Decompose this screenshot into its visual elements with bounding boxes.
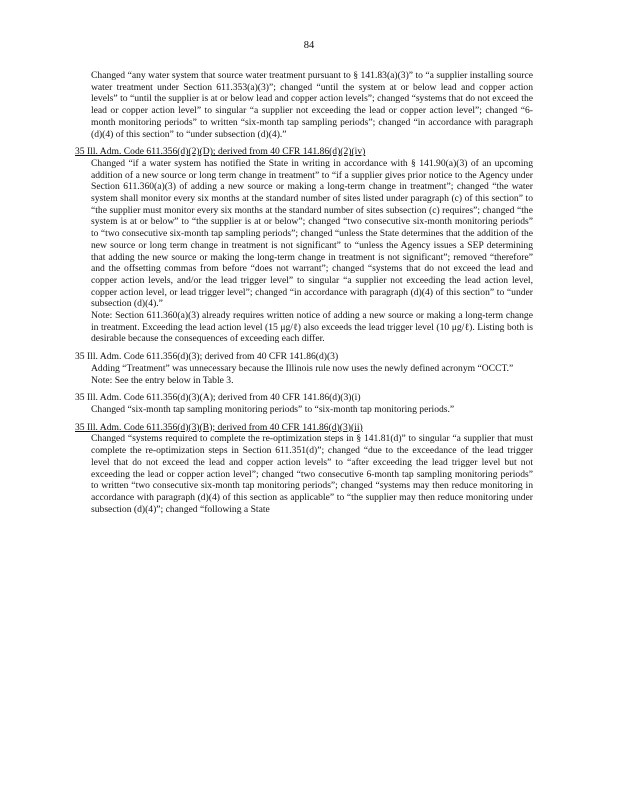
entry-note: Note: See the entry below in Table 3.	[91, 374, 234, 386]
entry-611-356-d-3	[75, 351, 533, 386]
entry-heading: 35 Ill. Adm. Code 611.356(d)(3); derived from 40 CFR 141.86(d)(3)	[75, 351, 339, 363]
entry-note: Note: Section 611.360(a)(3) already requires written notice of adding a new source or making a long-term change in treatment. Exceeding the lead action level (15 μg/ℓ) also exceeds the lead trigger level (10 μg/ℓ). Listing both is desirable because the consequences of exceeding each differ.	[91, 310, 533, 345]
entry-paragraph: Changed “systems required to complete the re-optimization steps in § 141.81(d)” to singular “a supplier that must complete the re-optimization steps in Section 611.351(d)”; changed “due to the exceedance of the lead trigger level that do not exceed the lead and copper action levels” to “after exceeding the lead trigger level but not exceeding the lead or copper action level”; changed “two consecutive 6-month tap sampling monitoring periods” to written “two consecutive six-month tap monitoring periods”; changed “systems may then reduce monitoring in accordance with paragraph (d)(4) of this section as applicable” to “the supplier may then reduce monitoring under subsection (d)(4)”; changed “following a State	[91, 433, 533, 515]
entry-paragraph: Changed “six-month tap sampling monitoring periods” to “six-month tap monitoring periods.”	[91, 403, 455, 415]
entry-611-356-d-3-A	[75, 392, 533, 415]
entry-611-356-d-3-B	[75, 422, 533, 516]
entry-paragraph: Changed “if a water system has notified the State in writing in accordance with § 141.90(a)(3) of an upcoming addition of a new source or long term change in treatment” to “if a supplier gives prior notice to the Agency under Section 611.360(a)(3) of adding a new source or making a long-term change in treatment”; changed “the water system shall monitor every six months at the standard number of sites listed under paragraph (c) of this section” to “the supplier must monitor every six months at the standard number of sites subsection (c) requires”; changed “the system is at or below” to “the supplier is at or below”; changed “two consecutive six-month monitoring periods” to “two consecutive six-month tap sampling periods”; changed “unless the State determines that the addition of the new source or long term change in treatment is not significant” to “unless the Agency issues a SEP determining that adding the new source or making the long-term change in treatment is not significant”; removed “therefore” and the offsetting commas from before “does not warrant”; changed “systems that do not exceed the lead and copper action levels, and/or the lead trigger level” to singular “a supplier not exceeding the lead action level, copper action level, or lead trigger level”; changed “in accordance with paragraph (d)(4) of this section” to “under subsection (d)(4).”	[91, 157, 533, 310]
document-body	[75, 70, 533, 521]
entry-heading: 35 Ill. Adm. Code 611.356(d)(3)(A); derived from 40 CFR 141.86(d)(3)(i)	[75, 392, 361, 404]
entry-611-356-d-2-D	[75, 146, 533, 345]
entry-continuation	[75, 70, 533, 140]
entry-heading: 35 Ill. Adm. Code 611.356(d)(2)(D); derived from 40 CFR 141.86(d)(2)(iv)	[75, 146, 366, 158]
entry-paragraph: Changed “any water system that source water treatment pursuant to § 141.83(a)(3)” to “a supplier installing source water treatment under Section 611.353(a)(3)”; changed “until the system at or below lead and copper action levels” to “until the supplier is at or below lead and copper action levels”; changed “systems that do not exceed the lead or copper action level” to singular “a supplier not exceeding the lead or copper action level”; changed “6-month monitoring periods” to written “six-month tap sampling periods”; changed “in accordance with paragraph (d)(4) of this section” to “under subsection (d)(4).”	[91, 70, 533, 140]
entry-paragraph: Adding “Treatment” was unnecessary because the Illinois rule now uses the newly defined acronym “OCCT.”	[91, 362, 514, 374]
page-number: 84	[303, 40, 315, 51]
entry-heading: 35 Ill. Adm. Code 611.356(d)(3)(B); derived from 40 CFR 141.86(d)(3)(ii)	[75, 421, 363, 433]
